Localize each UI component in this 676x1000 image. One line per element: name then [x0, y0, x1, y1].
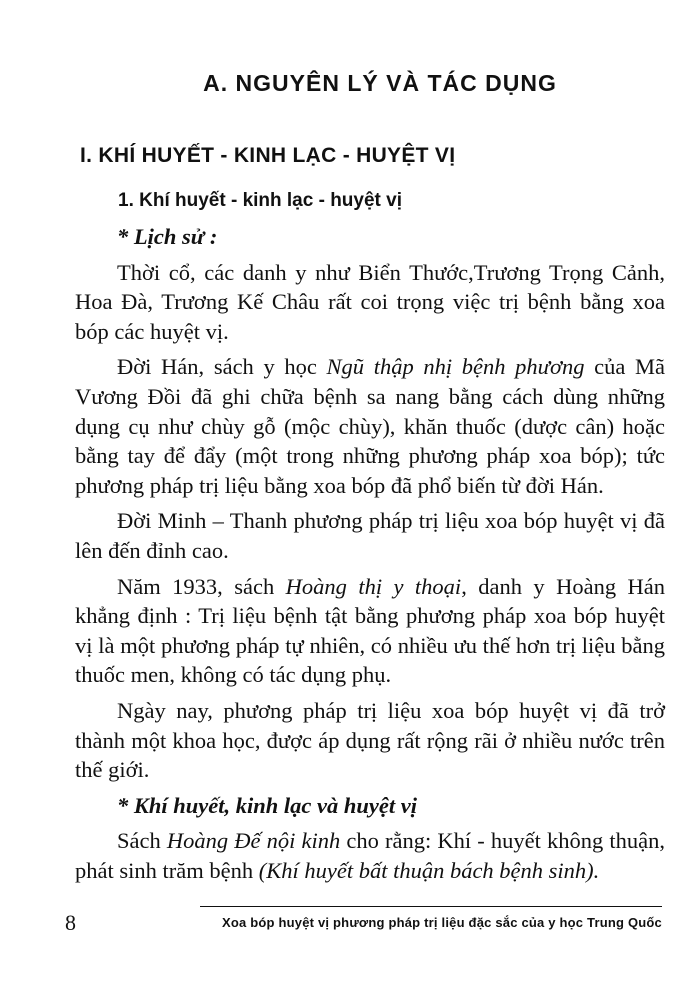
book-title-italic: Hoàng Đế nội kinh: [166, 828, 341, 854]
history-subheading: * Lịch sử :: [117, 224, 218, 249]
quote-italic: (Khí huyết bất thuận bách bệnh sinh).: [258, 857, 600, 883]
part-heading: I. KHÍ HUYẾT - KINH LẠC - HUYỆT VỊ: [80, 144, 456, 167]
book-title-italic: Hoàng thị y thoại: [285, 573, 462, 599]
paragraph-1933: [75, 572, 665, 690]
paragraph-han-dynasty: [75, 352, 665, 500]
subsection-heading: 1. Khí huyết - kinh lạc - huyệt vị: [118, 190, 402, 211]
book-title-italic: Ngũ thập nhị bệnh phương: [326, 354, 585, 380]
paragraph-ancient-physicians: Thời cổ, các danh y như Biển Thước,Trương Trọng Cảnh, Hoa Đà, Trương Kế Châu rất coi trọng việc trị bệnh bằng xoa bóp các huyệt vị.: [75, 259, 665, 344]
paragraph-huangdi-neijing: [75, 826, 665, 885]
footer-rule: [200, 906, 662, 907]
text-run: Năm 1933, sách: [117, 573, 286, 599]
page-number: 8: [65, 910, 76, 935]
text-run: của Mã Vương Đồi đã ghi chữa bệnh sa nang bằng cách dùng những dụng cụ như chùy gỗ (mộc chùy), khăn thuốc (dược cân) hoặc bằng tay để đẩy (một trong những phương pháp xoa bóp); tức phương pháp trị liệu bằng xoa bóp đã phổ biến từ đời Hán.: [75, 354, 665, 498]
text-run: , danh y Hoàng Hán khẳng định : Trị liệu bệnh tật bằng phương pháp xoa bóp huyệt vị là một phương pháp tự nhiên, có nhiều ưu thế hơn trị liệu bằng thuốc men, không có tác dụng phụ.: [75, 573, 665, 688]
text-run: Sách: [117, 828, 167, 854]
section-heading: A. NGUYÊN LÝ VÀ TÁC DỤNG: [203, 70, 557, 96]
qi-blood-subheading: * Khí huyết, kinh lạc và huyệt vị: [117, 792, 418, 818]
text-run: cho rằng: Khí - huyết không thuận, phát sinh trăm bệnh: [75, 828, 665, 883]
paragraph-ming-qing: Đời Minh – Thanh phương pháp trị liệu xoa bóp huyệt vị đã lên đến đỉnh cao.: [75, 508, 665, 563]
text-run: Đời Hán, sách y học: [117, 354, 327, 380]
body-text: [75, 222, 665, 891]
running-footer-title: Xoa bóp huyệt vị phương pháp trị liệu đặc sắc của y học Trung Quốc: [222, 915, 662, 930]
paragraph-today: Ngày nay, phương pháp trị liệu xoa bóp huyệt vị đã trở thành một khoa học, được áp dụng rất rộng rãi ở nhiều nước trên thế giới.: [75, 697, 665, 783]
